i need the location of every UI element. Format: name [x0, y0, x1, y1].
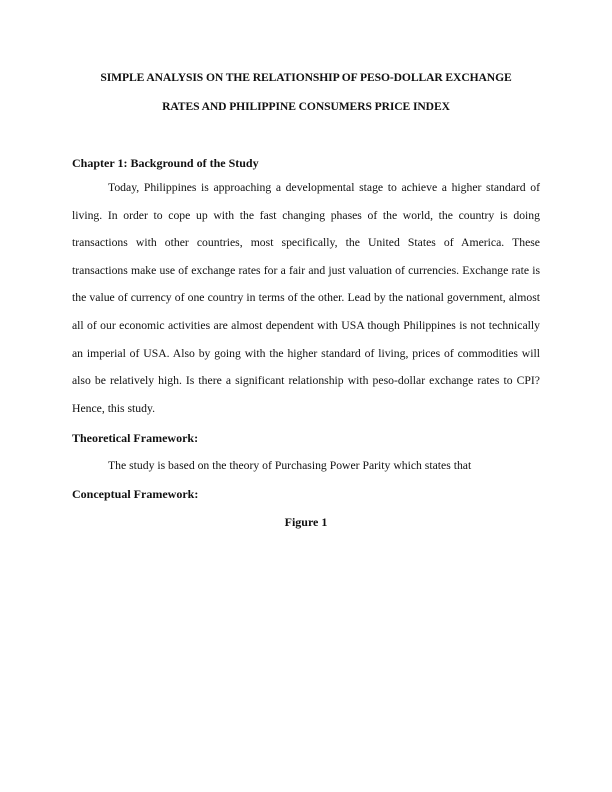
conceptual-framework-heading: Conceptual Framework:: [72, 487, 199, 501]
title-line-1: SIMPLE ANALYSIS ON THE RELATIONSHIP OF PESO-DOLLAR EXCHANGE: [100, 71, 512, 84]
theoretical-framework-text: The study is based on the theory of Purchasing Power Parity which states that: [108, 459, 472, 472]
chapter-heading: Chapter 1: Background of the Study: [72, 156, 259, 170]
title-line-2: RATES AND PHILIPPINE CONSUMERS PRICE INDEX: [162, 100, 450, 113]
figure-label: Figure 1: [284, 515, 328, 529]
theoretical-framework-heading: Theoretical Framework:: [72, 431, 199, 445]
background-paragraph: Today, Philippines is approaching a developmental stage to achieve a higher standard of living. In order to cope up with the fast changing phases of the world, the country is doing transactions with other countries, most specifically, the United States of America. These transactions make use of exchange rates for a fair and just valuation of currencies. Exchange rate is the value of currency of one country in terms of the other. Lead by the national government, almost all of our economic activities are almost dependent with USA though Philippines is not technically an imperial of USA. Also by going with the higher standard of living, prices of commodities will also be relatively high. Is there a significant relationship with peso-dollar exchange rates to CPI? Hence, this study.: [72, 181, 540, 415]
